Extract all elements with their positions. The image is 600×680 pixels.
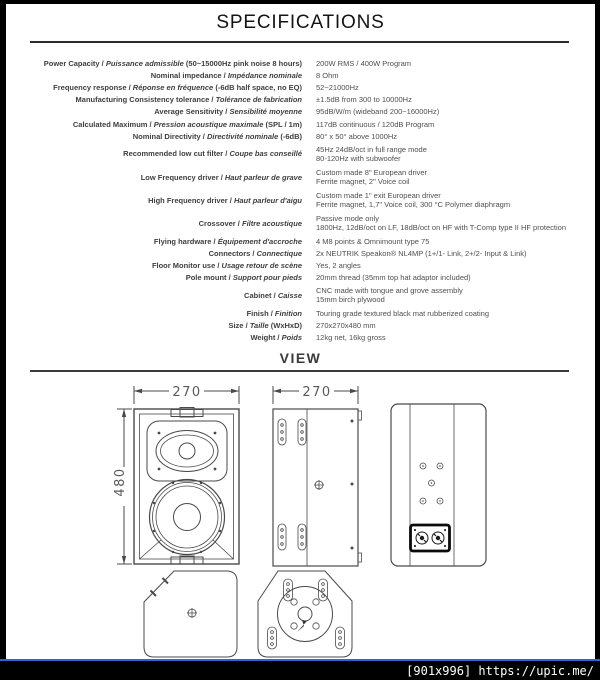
spec-label-en: Finish	[246, 308, 269, 318]
spec-label-fr: Coupe bas conseillé	[229, 149, 302, 159]
spec-value-line: 20mm thread (35mm top hat adaptor included)	[316, 273, 471, 283]
spec-label-fr: Sensibilité moyenne	[229, 107, 302, 117]
spec-value	[316, 191, 510, 209]
spec-label-en: Recommended low cut filter	[123, 149, 224, 159]
spec-row	[36, 81, 583, 93]
spec-label	[36, 249, 302, 258]
spec-label	[36, 261, 302, 270]
spec-value	[316, 273, 471, 282]
spec-value-line: 117dB continuous / 120dB Program	[316, 119, 435, 129]
spec-value-line: 80-120Hz with subwoofer	[316, 153, 401, 163]
spec-label-fr: Poids	[281, 332, 302, 342]
spec-label	[36, 132, 302, 141]
spec-value-line: 52~21000Hz	[316, 82, 359, 92]
front-height-dimension	[113, 409, 132, 564]
spec-row	[36, 247, 583, 259]
spec-value-line: Touring grade textured black mat rubberized coating	[316, 308, 490, 318]
spec-label-suffix: (-6dB)	[278, 131, 302, 141]
spec-label-fr: Puissance admissible	[105, 58, 184, 68]
spec-value-line: 1800Hz, 12dB/oct on LF, 18dB/oct on HF with T-Comp type II HF protection	[316, 223, 566, 233]
spec-table	[36, 57, 583, 344]
spec-row	[36, 307, 583, 319]
hf-horn	[147, 421, 227, 481]
spec-label-separator: /	[250, 248, 257, 258]
spec-label-en: Nominal Directivity	[132, 131, 201, 141]
spec-label-separator: /	[211, 236, 218, 246]
side-view-drawing	[273, 385, 362, 566]
spec-value	[316, 286, 463, 304]
spec-row	[36, 69, 583, 81]
spec-value-line: 45Hz 24dB/oct in full range mode	[316, 144, 427, 154]
view-section-title: VIEW	[279, 349, 322, 366]
spec-label	[36, 95, 302, 104]
technical-drawings	[6, 374, 600, 659]
spec-label-fr: Impédance nominale	[227, 70, 302, 80]
spec-row	[36, 106, 583, 118]
watermark-text: [901x996] https://upic.me/	[406, 663, 594, 678]
spec-label-en: Size	[228, 320, 244, 330]
rear-screws	[420, 463, 443, 504]
brand-arrow-mark	[297, 620, 307, 632]
spec-label-suffix: (WxHxD)	[268, 320, 302, 330]
spec-label-fr: Caisse	[277, 290, 302, 300]
spec-row	[36, 212, 583, 235]
spec-label-separator: /	[268, 308, 275, 318]
front-view-drawing	[113, 385, 239, 564]
spec-label-fr: Directivité nominale	[206, 131, 279, 141]
spec-label-fr: Équipement d'accroche	[217, 236, 302, 246]
spec-row	[36, 235, 583, 247]
spec-label-separator: /	[147, 119, 154, 129]
spec-label-en: High Frequency driver	[148, 195, 228, 205]
watermark-bar	[0, 659, 600, 680]
spec-label-en: Flying hardware	[153, 236, 212, 246]
side-depth-label: 270	[302, 384, 332, 400]
spec-label-en: Floor Monitor use	[151, 261, 216, 271]
spec-row	[36, 142, 583, 165]
spec-label	[36, 333, 302, 342]
spec-value-line: 8 Ohm	[316, 70, 339, 80]
spec-label	[36, 149, 302, 158]
spec-label	[36, 196, 302, 205]
spec-label-en: Weight	[250, 332, 276, 342]
spec-value-line: 4 M8 points & Omnimount type 75	[316, 236, 430, 246]
spec-row	[36, 272, 583, 284]
spec-value-line: Custom made 1" exit European driver	[316, 191, 441, 201]
spec-label-separator: /	[235, 218, 242, 228]
side-depth-dimension	[273, 385, 358, 404]
spec-value-line: 12kg net, 16kg gross	[316, 332, 386, 342]
bottom-handle	[171, 556, 203, 564]
spec-label-fr: Filtre acoustique	[241, 218, 302, 228]
spec-value	[316, 145, 427, 163]
spec-label-separator: /	[226, 273, 233, 283]
spec-label-separator: /	[200, 131, 207, 141]
spec-value-line: Ferrite magnet, 2" Voice coil	[316, 177, 410, 187]
spec-label-fr: Connectique	[256, 248, 302, 258]
center-mark	[314, 480, 324, 490]
spec-label-suffix: (-6dB half space, no EQ)	[213, 82, 302, 92]
spec-value-line: 15mm birch plywood	[316, 295, 385, 305]
spec-label-separator: /	[275, 332, 282, 342]
spec-label-en: Crossover	[198, 218, 236, 228]
spec-row	[36, 130, 583, 142]
spec-value-line: ±1.5dB from 300 to 10000Hz	[316, 95, 412, 105]
spec-row	[36, 166, 583, 189]
spec-value-line: Ferrite magnet, 1,7" Voice coil, 300 °C Polymer diaphragm	[316, 200, 511, 210]
rear-view-drawing	[391, 404, 486, 566]
spec-value-line: 95dB/W/m (wideband 200~16000Hz)	[316, 107, 440, 117]
spec-value	[316, 309, 489, 318]
spec-value-line: 200W RMS / 400W Program	[316, 58, 412, 68]
spec-label-en: Nominal impedance	[150, 70, 222, 80]
spec-label-fr: Réponse en fréquence	[132, 82, 214, 92]
spec-label-en: Low Frequency driver	[140, 172, 219, 182]
spec-value	[316, 95, 412, 104]
spec-label	[36, 321, 302, 330]
spec-value-line: 2x NEUTRIK Speakon® NL4MP (1+/1- Link, 2+/2- Input & Link)	[316, 248, 527, 258]
spec-value-line: Yes, 2 angles	[316, 261, 361, 271]
spec-value-line: CNC made with tongue and grove assembly	[316, 286, 463, 296]
spec-label-fr: Pression acoustique maximale	[153, 119, 264, 129]
page-title: SPECIFICATIONS	[216, 12, 385, 33]
spec-label-fr: Haut parleur de grave	[224, 172, 302, 182]
spec-row	[36, 259, 583, 271]
woofer	[140, 479, 234, 559]
title-rule	[30, 41, 569, 43]
spec-value	[316, 168, 427, 186]
spec-value-line: 80° x 50° above 1000Hz	[316, 131, 398, 141]
pole-mount-plate	[278, 586, 333, 641]
spec-row	[36, 189, 583, 212]
spec-label-separator: /	[126, 82, 133, 92]
spec-value	[316, 214, 566, 232]
spec-label-separator: /	[218, 172, 225, 182]
view-rule	[30, 370, 569, 372]
spec-label-suffix: (50~15000Hz pink noise 8 hours)	[183, 58, 302, 68]
spec-value-line: Passive mode only	[316, 214, 379, 224]
spec-label-separator: /	[215, 261, 222, 271]
top-view-drawing	[144, 571, 237, 657]
spec-value	[316, 132, 397, 141]
spec-label	[36, 273, 302, 282]
spec-row	[36, 331, 583, 343]
spec-label	[36, 237, 302, 246]
spec-label-fr: Haut parleur d'aigu	[233, 195, 302, 205]
spec-label	[36, 291, 302, 300]
spec-value	[316, 333, 386, 342]
spec-label-separator: /	[99, 58, 106, 68]
flying-point-slots	[278, 419, 306, 550]
spec-label-en: Connectors	[208, 248, 251, 258]
spec-value	[316, 59, 411, 68]
spec-row	[36, 284, 583, 307]
spec-label	[36, 173, 302, 182]
spec-label-en: Frequency response	[53, 82, 127, 92]
spec-row	[36, 94, 583, 106]
spec-value	[316, 83, 359, 92]
spec-label-en: Cabinet	[244, 290, 272, 300]
spec-label-separator: /	[209, 95, 216, 105]
spec-label-separator: /	[271, 290, 278, 300]
front-width-dimension	[134, 385, 239, 404]
center-mark	[187, 608, 197, 618]
spec-label-fr: Tolérance de fabrication	[215, 95, 302, 105]
spec-value	[316, 321, 376, 330]
spec-label-separator: /	[221, 70, 228, 80]
spec-value	[316, 261, 361, 270]
spec-label-en: Manufacturing Consistency tolerance	[75, 95, 210, 105]
spec-label-separator: /	[243, 320, 250, 330]
spec-label	[36, 107, 302, 116]
spec-row	[36, 57, 583, 69]
spec-label-fr: Taille	[249, 320, 269, 330]
spec-label-en: Calculated Maximum	[72, 119, 148, 129]
spec-label	[36, 309, 302, 318]
spec-label	[36, 219, 302, 228]
spec-label	[36, 120, 302, 129]
spec-value	[316, 237, 429, 246]
spec-value	[316, 71, 339, 80]
spec-label	[36, 71, 302, 80]
spec-label	[36, 59, 302, 68]
spec-label-fr: Usage retour de scène	[221, 261, 302, 271]
spec-value	[316, 120, 434, 129]
front-width-label: 270	[172, 384, 202, 400]
spec-label-en: Average Sensitivity	[154, 107, 224, 117]
front-height-label: 480	[113, 466, 128, 497]
spec-row	[36, 319, 583, 331]
spec-value-line: 270x270x480 mm	[316, 320, 376, 330]
spec-row	[36, 118, 583, 130]
spec-label-fr: Support pour pieds	[232, 273, 302, 283]
spec-value	[316, 107, 439, 116]
spec-value-line: Custom made 8" European driver	[316, 168, 428, 178]
spec-label-separator: /	[223, 149, 230, 159]
spec-label-fr: Finition	[274, 308, 302, 318]
bottom-view-drawing	[258, 571, 352, 657]
spec-label-en: Pole mount	[185, 273, 227, 283]
spec-label	[36, 83, 302, 92]
spec-label-separator: /	[227, 195, 234, 205]
spec-value	[316, 249, 527, 258]
spec-label-en: Power Capacity	[43, 58, 100, 68]
spec-label-separator: /	[223, 107, 230, 117]
spec-label-suffix: (SPL / 1m)	[263, 119, 302, 129]
speakon-connector-plate	[411, 525, 450, 551]
